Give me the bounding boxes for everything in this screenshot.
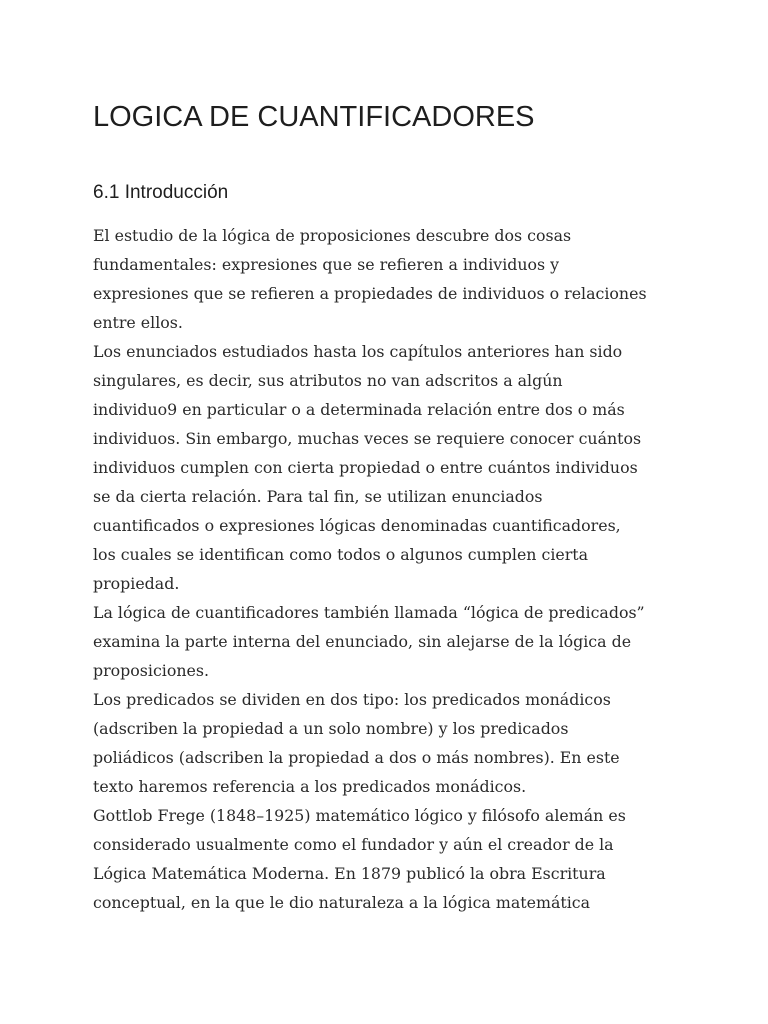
text-line: El estudio de la lógica de proposiciones descubre dos cosas	[93, 226, 572, 245]
text-line: se da cierta relación. Para tal fin, se utilizan enunciados	[93, 487, 543, 506]
text-line: individuos cumplen con cierta propiedad o entre cuántos individuos	[93, 458, 638, 477]
text-line: los cuales se identifican como todos o algunos cumplen cierta	[93, 545, 589, 564]
text-line: (adscriben la propiedad a un solo nombre) y los predicados	[93, 719, 569, 738]
body-text	[93, 221, 693, 917]
text-line: propiedad.	[93, 574, 180, 593]
text-line: individuos. Sin embargo, muchas veces se requiere conocer cuántos	[93, 429, 642, 448]
text-line: Lógica Matemática Moderna. En 1879 publicó la obra Escritura	[93, 864, 606, 883]
text-line: considerado usualmente como el fundador y aún el creador de la	[93, 835, 614, 854]
text-line: poliádicos (adscriben la propiedad a dos o más nombres). En este	[93, 748, 620, 767]
text-line: Los predicados se dividen en dos tipo: los predicados monádicos	[93, 690, 611, 709]
text-line: expresiones que se refieren a propiedades de individuos o relaciones	[93, 284, 647, 303]
section-heading: 6.1 Introducción	[93, 182, 229, 203]
text-line: individuo9 en particular o a determinada relación entre dos o más	[93, 400, 625, 419]
document-title: LOGICA DE CUANTIFICADORES	[93, 101, 535, 133]
text-line: proposiciones.	[93, 661, 210, 680]
text-line: cuantificados o expresiones lógicas denominadas cuantificadores,	[93, 516, 621, 535]
text-line: fundamentales: expresiones que se refieren a individuos y	[93, 255, 560, 274]
text-line: Los enunciados estudiados hasta los capítulos anteriores han sido	[93, 342, 623, 361]
text-line: Gottlob Frege (1848–1925) matemático lógico y filósofo alemán es	[93, 806, 626, 825]
text-line: singulares, es decir, sus atributos no van adscritos a algún	[93, 371, 563, 390]
text-line: entre ellos.	[93, 313, 183, 332]
text-line: texto haremos referencia a los predicados monádicos.	[93, 777, 527, 796]
text-line: conceptual, en la que le dio naturaleza a la lógica matemática	[93, 893, 591, 912]
text-line: La lógica de cuantificadores también llamada “lógica de predicados”	[93, 603, 645, 622]
text-line: examina la parte interna del enunciado, sin alejarse de la lógica de	[93, 632, 632, 651]
